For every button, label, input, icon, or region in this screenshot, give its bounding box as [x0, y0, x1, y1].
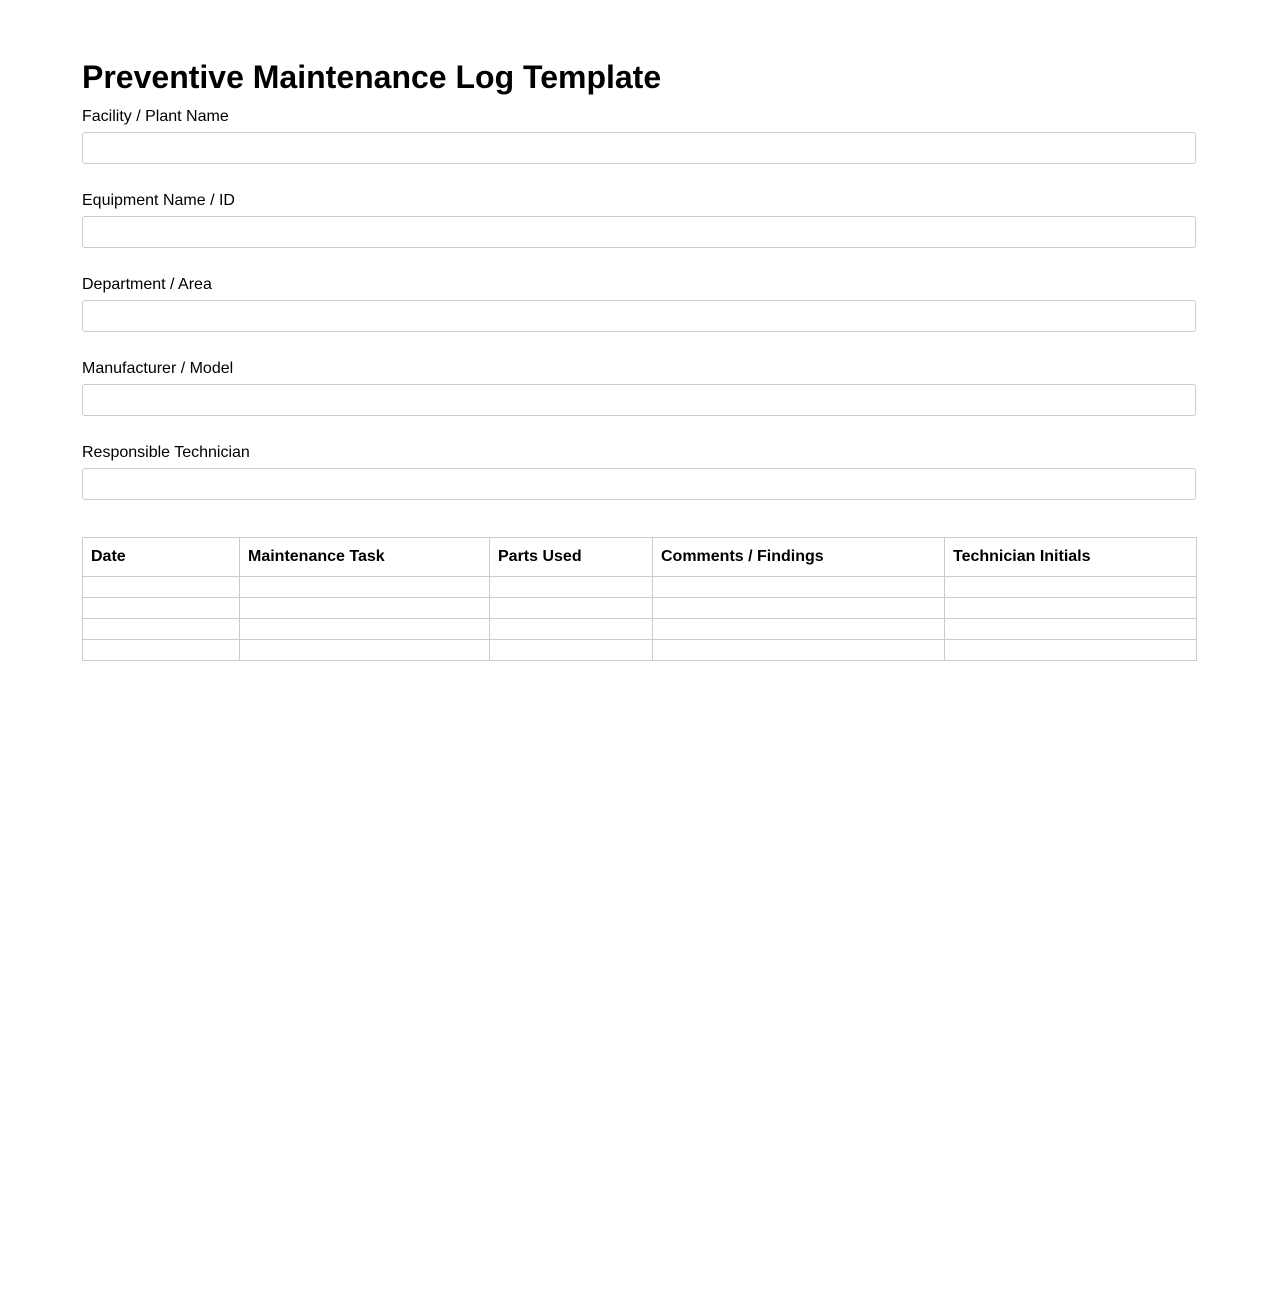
date-cell-input[interactable]	[83, 619, 239, 639]
field-label: Responsible Technician	[82, 444, 250, 461]
maintenance-task-cell-input[interactable]	[240, 640, 489, 660]
field-department-area	[82, 269, 1196, 353]
column-header-technician-initials: Technician Initials	[945, 538, 1197, 577]
cell-technician-initials[interactable]	[945, 619, 1197, 640]
manufacturer-model-input[interactable]	[82, 384, 1196, 416]
field-responsible-technician	[82, 437, 1196, 521]
field-equipment-name-id	[82, 185, 1196, 269]
column-header-comments-findings: Comments / Findings	[653, 538, 945, 577]
parts-used-cell-input[interactable]	[490, 640, 652, 660]
comments-findings-cell-input[interactable]	[653, 619, 944, 639]
table-row	[83, 577, 1197, 598]
cell-comments-findings[interactable]	[653, 640, 945, 661]
field-label: Department / Area	[82, 276, 212, 293]
cell-parts-used[interactable]	[490, 577, 653, 598]
table-row	[83, 619, 1197, 640]
technician-initials-cell-input[interactable]	[945, 640, 1196, 660]
cell-parts-used[interactable]	[490, 619, 653, 640]
column-header-parts-used: Parts Used	[490, 538, 653, 577]
parts-used-cell-input[interactable]	[490, 598, 652, 618]
cell-date[interactable]	[83, 619, 240, 640]
responsible-technician-input[interactable]	[82, 468, 1196, 500]
table-header-row	[83, 538, 1197, 577]
comments-findings-cell-input[interactable]	[653, 577, 944, 597]
cell-comments-findings[interactable]	[653, 619, 945, 640]
cell-parts-used[interactable]	[490, 640, 653, 661]
date-cell-input[interactable]	[83, 640, 239, 660]
cell-date[interactable]	[83, 640, 240, 661]
cell-maintenance-task[interactable]	[240, 619, 490, 640]
department-area-input[interactable]	[82, 300, 1196, 332]
technician-initials-cell-input[interactable]	[945, 598, 1196, 618]
cell-maintenance-task[interactable]	[240, 577, 490, 598]
technician-initials-cell-input[interactable]	[945, 619, 1196, 639]
cell-technician-initials[interactable]	[945, 577, 1197, 598]
cell-maintenance-task[interactable]	[240, 640, 490, 661]
cell-comments-findings[interactable]	[653, 577, 945, 598]
field-manufacturer-model	[82, 353, 1196, 437]
parts-used-cell-input[interactable]	[490, 619, 652, 639]
parts-used-cell-input[interactable]	[490, 577, 652, 597]
maintenance-log-form	[82, 57, 1196, 661]
comments-findings-cell-input[interactable]	[653, 598, 944, 618]
field-label: Manufacturer / Model	[82, 360, 234, 377]
cell-maintenance-task[interactable]	[240, 598, 490, 619]
field-label: Facility / Plant Name	[82, 108, 229, 125]
maintenance-task-cell-input[interactable]	[240, 577, 489, 597]
table-row	[83, 598, 1197, 619]
cell-date[interactable]	[83, 577, 240, 598]
date-cell-input[interactable]	[83, 577, 239, 597]
maintenance-log-table	[82, 537, 1197, 661]
field-facility-plant-name	[82, 101, 1196, 185]
technician-initials-cell-input[interactable]	[945, 577, 1196, 597]
date-cell-input[interactable]	[83, 598, 239, 618]
maintenance-task-cell-input[interactable]	[240, 598, 489, 618]
maintenance-task-cell-input[interactable]	[240, 619, 489, 639]
cell-technician-initials[interactable]	[945, 598, 1197, 619]
column-header-date: Date	[83, 538, 240, 577]
table-row	[83, 640, 1197, 661]
comments-findings-cell-input[interactable]	[653, 640, 944, 660]
column-header-maintenance-task: Maintenance Task	[240, 538, 490, 577]
equipment-name-id-input[interactable]	[82, 216, 1196, 248]
cell-comments-findings[interactable]	[653, 598, 945, 619]
field-label: Equipment Name / ID	[82, 192, 235, 209]
cell-parts-used[interactable]	[490, 598, 653, 619]
cell-technician-initials[interactable]	[945, 640, 1197, 661]
cell-date[interactable]	[83, 598, 240, 619]
page-title: Preventive Maintenance Log Template	[82, 59, 662, 95]
facility-plant-name-input[interactable]	[82, 132, 1196, 164]
